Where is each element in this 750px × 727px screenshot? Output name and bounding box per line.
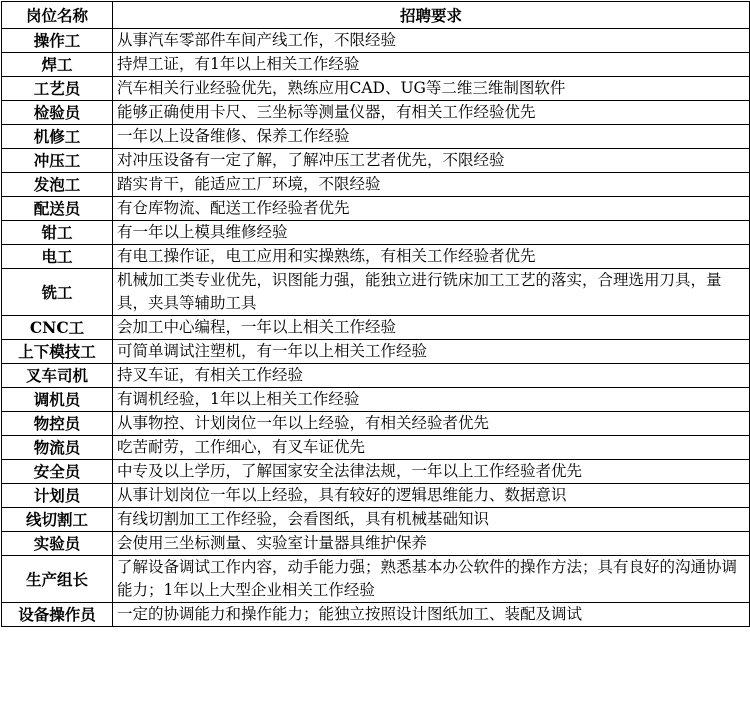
position-name-cell: 叉车司机	[2, 364, 113, 388]
table-row	[2, 316, 750, 340]
position-name-cell: 操作工	[2, 29, 113, 53]
table-row	[2, 340, 750, 364]
requirement-cell: 对冲压设备有一定了解，了解冲压工艺者优先，不限经验	[113, 149, 750, 173]
table-row	[2, 77, 750, 101]
position-column-header: 岗位名称	[2, 2, 113, 29]
requirement-cell: 一年以上设备维修、保养工作经验	[113, 125, 750, 149]
table-row	[2, 388, 750, 412]
requirement-cell: 可简单调试注塑机，有一年以上相关工作经验	[113, 340, 750, 364]
requirement-cell: 能够正确使用卡尺、三坐标等测量仪器，有相关工作经验优先	[113, 101, 750, 125]
position-name-cell: 调机员	[2, 388, 113, 412]
position-name-cell: 物流员	[2, 436, 113, 460]
position-name-cell: CNC工	[2, 316, 113, 340]
requirement-cell: 有电工操作证，电工应用和实操熟练，有相关工作经验者优先	[113, 245, 750, 269]
requirement-cell: 机械加工类专业优先，识图能力强，能独立进行铣床加工工艺的落实，合理选用刀具，量具，夹具等辅助工具	[113, 269, 750, 316]
table-row	[2, 484, 750, 508]
table-row	[2, 269, 750, 316]
requirement-cell: 吃苦耐劳，工作细心，有叉车证优先	[113, 436, 750, 460]
table-header-row	[2, 2, 750, 29]
position-name-cell: 焊工	[2, 53, 113, 77]
requirement-cell: 会加工中心编程，一年以上相关工作经验	[113, 316, 750, 340]
position-name-cell: 上下模技工	[2, 340, 113, 364]
requirement-cell: 踏实肯干，能适应工厂环境，不限经验	[113, 173, 750, 197]
table-row	[2, 245, 750, 269]
position-name-cell: 工艺员	[2, 77, 113, 101]
position-name-cell: 安全员	[2, 460, 113, 484]
position-name-cell: 实验员	[2, 532, 113, 556]
table-row	[2, 125, 750, 149]
table-row	[2, 53, 750, 77]
table-row	[2, 603, 750, 627]
table-row	[2, 29, 750, 53]
table-row	[2, 412, 750, 436]
table-row	[2, 436, 750, 460]
table-row	[2, 508, 750, 532]
requirement-cell: 从事物控、计划岗位一年以上经验，有相关经验者优先	[113, 412, 750, 436]
requirement-cell: 中专及以上学历，了解国家安全法律法规，一年以上工作经验者优先	[113, 460, 750, 484]
requirement-cell: 有一年以上模具维修经验	[113, 221, 750, 245]
requirement-cell: 从事计划岗位一年以上经验，具有较好的逻辑思维能力、数据意识	[113, 484, 750, 508]
position-name-cell: 机修工	[2, 125, 113, 149]
position-name-cell: 物控员	[2, 412, 113, 436]
table-row	[2, 149, 750, 173]
requirement-cell: 从事汽车零部件车间产线工作，不限经验	[113, 29, 750, 53]
table-row	[2, 532, 750, 556]
requirement-cell: 有仓库物流、配送工作经验者优先	[113, 197, 750, 221]
table-row	[2, 460, 750, 484]
table-row	[2, 364, 750, 388]
table-row	[2, 221, 750, 245]
table-row	[2, 197, 750, 221]
position-name-cell: 电工	[2, 245, 113, 269]
recruitment-table	[1, 1, 750, 627]
table-row	[2, 101, 750, 125]
position-name-cell: 发泡工	[2, 173, 113, 197]
requirement-cell: 有调机经验，1年以上相关工作经验	[113, 388, 750, 412]
position-name-cell: 线切割工	[2, 508, 113, 532]
table-row	[2, 173, 750, 197]
requirement-column-header: 招聘要求	[113, 2, 750, 29]
requirement-cell: 持叉车证，有相关工作经验	[113, 364, 750, 388]
position-name-cell: 计划员	[2, 484, 113, 508]
table-row	[2, 556, 750, 603]
position-name-cell: 设备操作员	[2, 603, 113, 627]
position-name-cell: 冲压工	[2, 149, 113, 173]
position-name-cell: 检验员	[2, 101, 113, 125]
requirement-cell: 持焊工证，有1年以上相关工作经验	[113, 53, 750, 77]
requirement-cell: 汽车相关行业经验优先，熟练应用CAD、UG等二维三维制图软件	[113, 77, 750, 101]
requirement-cell: 一定的协调能力和操作能力；能独立按照设计图纸加工、装配及调试	[113, 603, 750, 627]
requirement-cell: 有线切割加工工作经验，会看图纸，具有机械基础知识	[113, 508, 750, 532]
requirement-cell: 了解设备调试工作内容，动手能力强；熟悉基本办公软件的操作方法；具有良好的沟通协调能力；1年以上大型企业相关工作经验	[113, 556, 750, 603]
position-name-cell: 生产组长	[2, 556, 113, 603]
position-name-cell: 钳工	[2, 221, 113, 245]
position-name-cell: 配送员	[2, 197, 113, 221]
requirement-cell: 会使用三坐标测量、实验室计量器具维护保养	[113, 532, 750, 556]
position-name-cell: 铣工	[2, 269, 113, 316]
